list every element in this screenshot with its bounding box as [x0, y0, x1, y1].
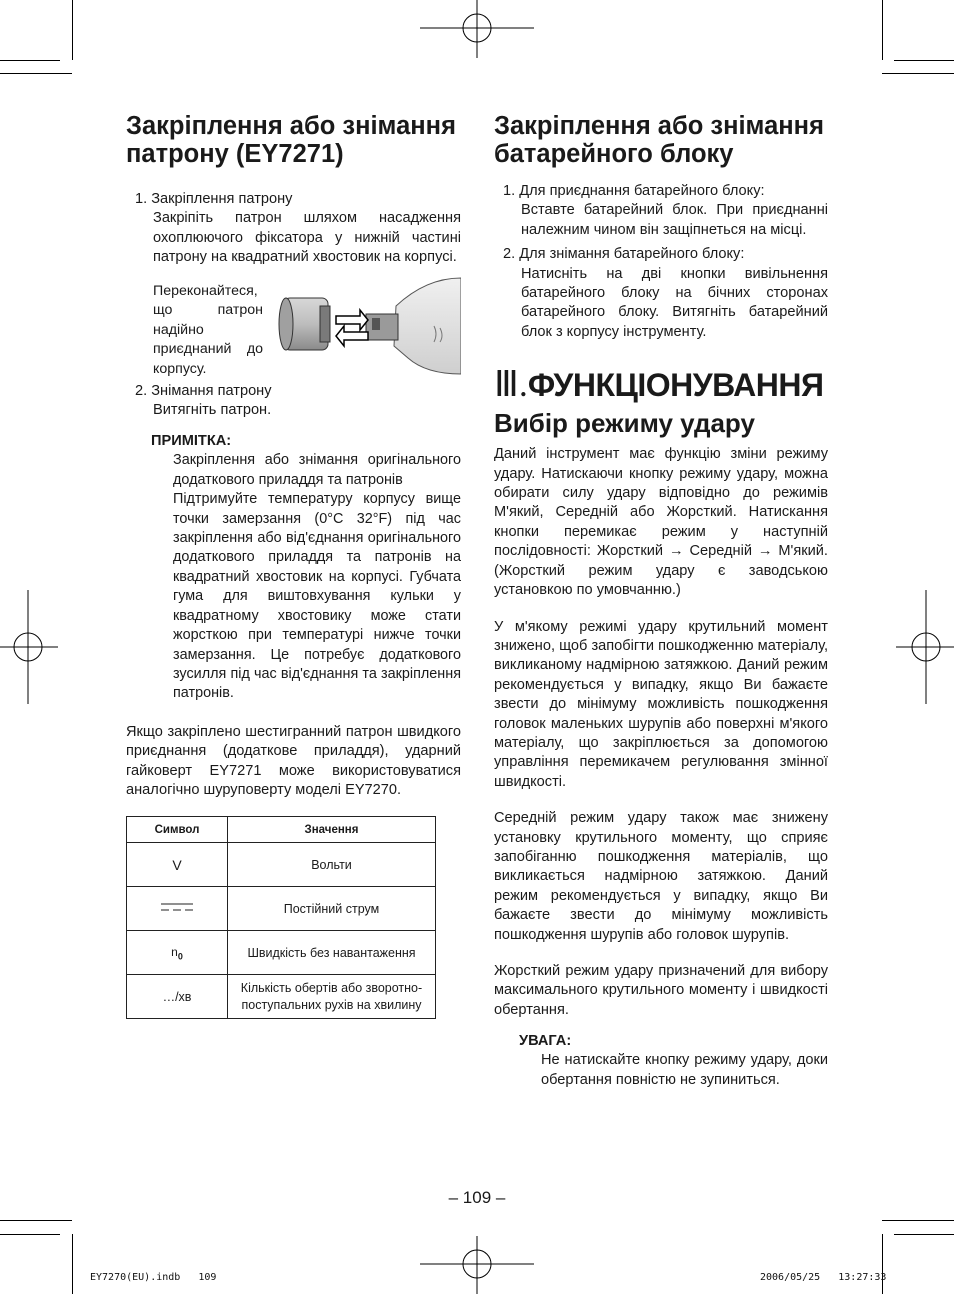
table-cell-symbol: $n_0$	[127, 931, 228, 975]
table-cell-meaning: Вольти	[228, 843, 436, 887]
note-text-1: Закріплення або знімання оригінального додаткового приладдя та патронів	[173, 452, 461, 488]
check-text: Переконайтеся, що патрон надійно приєднаний до корпусу.	[153, 282, 263, 377]
table-header-meaning: Значення	[228, 817, 436, 843]
mode-paragraph-4: Жорсткий режим удару призначений для вибору максимального крутильного моменту і швидкості обертання.	[494, 963, 828, 1018]
table-row	[127, 975, 436, 1019]
note-text-2: Підтримуйте температуру корпусу вище точки замерзання (0°С 32°F) під час закріплення або від'єднання оригінального додаткового приладдя та патронів на квадратний хвостовик на корпусі. Губчата гума для виштовхування кульки у квадратному хвостовику може стати жорсткою при температурі нижче точки замерзання. Це потребує додаткового зусилля під час від'єднання та закріплення патронів.	[173, 491, 461, 702]
left-section-title: Закріплення або знімання патрону (EY7271)	[126, 112, 456, 168]
item2-title: 2. Знімання патрону	[135, 382, 272, 399]
symbols-table	[126, 816, 436, 1019]
section-title: ФУНКЦІОНУВАННЯ	[527, 367, 824, 404]
table-cell-symbol	[127, 887, 228, 931]
registration-target-right	[896, 590, 954, 704]
battery-item2-text: Натисніть на дві кнопки вивільнення батарейного блоку на бічних сторонах батарейного блоку. Витягніть батарейний блок з корпусу інструменту.	[521, 265, 828, 340]
mode-paragraph-2: У м'якому режимі удару крутильний момент знижено, щоб запобігти пошкодженню матеріалу, викликаному надмірною затяжкою. Даний режим рекомендується у випадку, якщо Ви бажаєте звести до мінімуму можливість пошкодження головок маленьких шурупів або поверхні м'якого матеріалу, що закріплюється за допомогою управління перемикачем регулювання змінної швидкості.	[494, 618, 829, 790]
item1-text: Закріпіть патрон шляхом насадження охоплюючого фіксатора у нижній частині патрону на квадратний хвостовик на корпусі.	[153, 210, 461, 266]
chuck-figure-row	[126, 276, 461, 376]
table-row	[127, 843, 436, 887]
footer-timestamp: 2006/05/25 13:27:33	[760, 1272, 887, 1283]
table-row	[127, 931, 436, 975]
right-section-title: Закріплення або знімання батарейного блоку	[494, 112, 824, 168]
table-header-symbol: Символ	[127, 817, 228, 843]
battery-item1-text: Вставте батарейний блок. При приєднанні належним чином він защіпнеться на місці.	[521, 202, 828, 238]
item2-text: Витягніть патрон.	[153, 402, 272, 419]
registration-target-left	[0, 590, 58, 704]
registration-target-bottom	[420, 1236, 534, 1294]
table-cell-symbol: …/хв	[127, 975, 228, 1019]
mode-paragraph-3: Середній режим удару також має знижену установку крутильного моменту, що сприяє запобіганню пошкодження матеріалів, що викликається надмірною затяжкою. Даний режим рекомендується у випадку, якщо Ви бажаєте звести до мінімуму можливість пошкодження шурупів або головок шурупів.	[494, 810, 828, 943]
caution-text: Не натискайте кнопку режиму удару, доки обертання повністю не зупиниться.	[541, 1052, 828, 1088]
socket-attach-illustration	[276, 276, 461, 376]
left-paragraph: Якщо закріплено шестигранний патрон швидкого приєднання (додаткове приладдя), ударний гайковерт EY7271 може використовуватися аналогічно шуруповерту моделі EY7270.	[126, 723, 461, 798]
note-label: ПРИМІТКА:	[151, 433, 232, 450]
battery-item2-title: 2. Для знімання батарейного блоку:	[503, 246, 745, 263]
mode-paragraph-1: Даний інструмент має функцію зміни режиму удару. Натискаючи кнопку режиму удару, можна обирати силу удару відповідно до режимів М'який, Середній або Жорсткий. Натискання кнопки перемикає режим у наступній послідовності: Жорсткий → Середній → М'який. (Жорсткий режим удару є заводською установкою по умовчанню.)	[494, 446, 828, 599]
section-heading	[494, 366, 828, 403]
section-numeral: Ⅲ.	[494, 364, 528, 405]
right-column	[494, 112, 828, 1090]
registration-target-top	[420, 0, 534, 58]
page-number: – 109 –	[448, 1188, 506, 1207]
table-cell-meaning: Постійний струм	[228, 887, 436, 931]
table-cell-meaning: Швидкість без навантаження	[228, 931, 436, 975]
table-row	[127, 887, 436, 931]
left-column	[126, 112, 461, 1019]
footer-file: EY7270(EU).indb 109	[90, 1272, 217, 1283]
table-header-row	[127, 817, 436, 843]
dc-current-icon	[159, 901, 195, 913]
table-cell-meaning: Кількість обертів або зворотно-поступальних рухів на хвилину	[228, 975, 436, 1019]
item1-title: 1. Закріплення патрону	[135, 191, 293, 207]
subsection-title: Вибір режиму удару	[494, 408, 755, 439]
table-cell-symbol: V	[127, 843, 228, 887]
caution-label: УВАГА:	[519, 1033, 572, 1050]
battery-item1-title: 1. Для приєднання батарейного блоку:	[503, 183, 765, 199]
